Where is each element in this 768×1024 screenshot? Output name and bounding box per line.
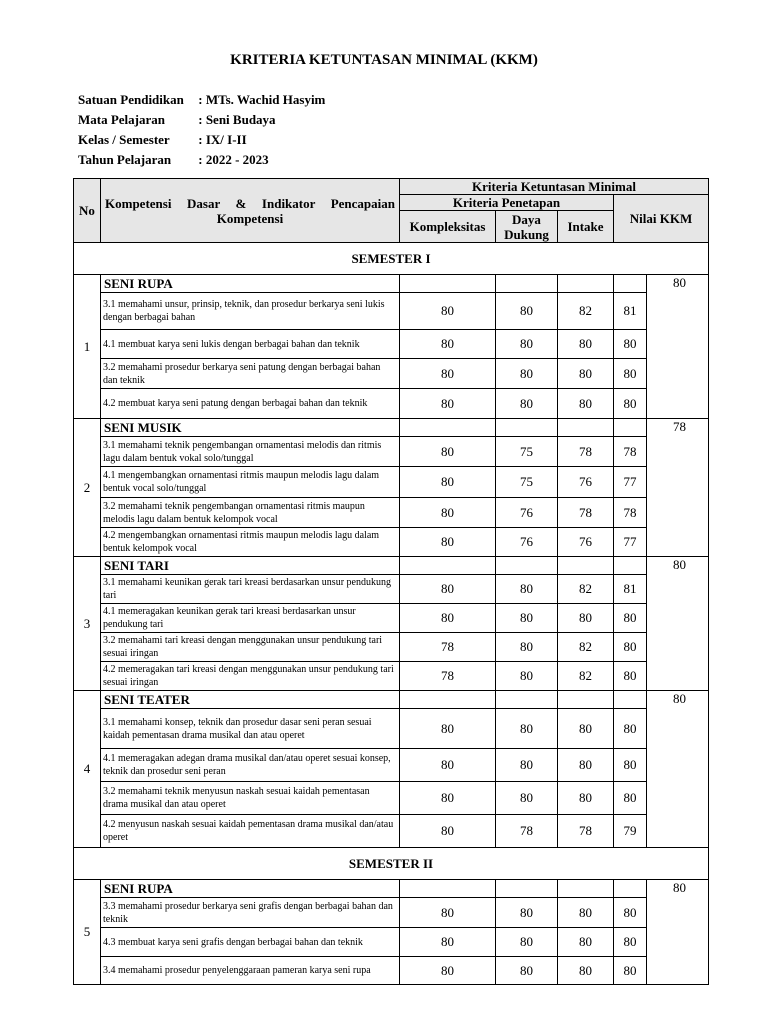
kkm-table (73, 178, 709, 985)
indicator-row (74, 749, 709, 782)
indicator-row (74, 467, 709, 498)
meta-mata-pelajaran: Mata Pelajaran : Seni Budaya (78, 112, 276, 127)
empty-cell (614, 275, 647, 293)
intake-value: 82 (558, 662, 614, 691)
empty-cell (558, 880, 614, 898)
group-number: 1 (74, 275, 101, 419)
subject-name: SENI TEATER (101, 691, 400, 709)
intake-value: 80 (558, 389, 614, 419)
indicator-text: 3.1 memahami keunikan gerak tari kreasi berdasarkan unsur pendukung tari (101, 575, 400, 604)
header-no: No (74, 179, 101, 243)
daya-dukung-value: 80 (496, 749, 558, 782)
kompleksitas-value: 80 (400, 330, 496, 359)
meta-satuan-pendidikan: Satuan Pendidikan : MTs. Wachid Hasyim (78, 92, 326, 107)
nilai-value: 81 (614, 575, 647, 604)
intake-value: 80 (558, 782, 614, 815)
kompleksitas-value: 80 (400, 709, 496, 749)
indicator-row (74, 389, 709, 419)
semester-row (74, 243, 709, 275)
daya-dukung-value: 80 (496, 359, 558, 389)
subject-row (74, 691, 709, 709)
nilai-value: 80 (614, 898, 647, 928)
empty-cell (496, 880, 558, 898)
indicator-text: 4.1 membuat karya seni lukis dengan berbagai bahan dan teknik (101, 330, 400, 359)
kompleksitas-value: 78 (400, 633, 496, 662)
empty-cell (400, 557, 496, 575)
subject-row (74, 557, 709, 575)
indicator-text: 3.3 memahami prosedur berkarya seni grafis dengan berbagai bahan dan teknik (101, 898, 400, 928)
indicator-text: 4.1 mengembangkan ornamentasi ritmis maupun melodis lagu dalam bentuk vocal solo/tunggal (101, 467, 400, 498)
daya-dukung-value: 80 (496, 782, 558, 815)
indicator-row (74, 604, 709, 633)
indicator-row (74, 662, 709, 691)
subject-row (74, 275, 709, 293)
nilai-value: 80 (614, 957, 647, 985)
indicator-text: 3.1 memahami unsur, prinsip, teknik, dan prosedur berkarya seni lukis dengan berbagai bahan (101, 293, 400, 330)
empty-cell (400, 691, 496, 709)
daya-dukung-value: 76 (496, 528, 558, 557)
nilai-value: 80 (614, 604, 647, 633)
indicator-text: 3.2 memahami tari kreasi dengan menggunakan unsur pendukung tari sesuai iringan (101, 633, 400, 662)
intake-value: 80 (558, 928, 614, 957)
nilai-value: 80 (614, 389, 647, 419)
indicator-text: 4.2 menyusun naskah sesuai kaidah pementasan drama musikal dan/atau operet (101, 815, 400, 848)
nilai-value: 80 (614, 928, 647, 957)
empty-cell (614, 691, 647, 709)
daya-dukung-value: 80 (496, 928, 558, 957)
subject-name: SENI RUPA (101, 880, 400, 898)
empty-cell (496, 275, 558, 293)
daya-dukung-value: 75 (496, 467, 558, 498)
group-number: 4 (74, 691, 101, 848)
empty-cell (558, 275, 614, 293)
indicator-row (74, 709, 709, 749)
group-number: 2 (74, 419, 101, 557)
daya-dukung-value: 80 (496, 604, 558, 633)
empty-cell (400, 275, 496, 293)
indicator-text: 3.1 memahami konsep, teknik dan prosedur dasar seni peran sesuai kaidah pementasan drama musikal dan atau operet (101, 709, 400, 749)
empty-cell (614, 880, 647, 898)
header-kompetensi-dasar: Kompetensi Dasar & Indikator Pencapaian Kompetensi (101, 179, 400, 243)
indicator-row (74, 815, 709, 848)
nilai-value: 80 (614, 330, 647, 359)
subject-name: SENI RUPA (101, 275, 400, 293)
daya-dukung-value: 80 (496, 633, 558, 662)
empty-cell (614, 419, 647, 437)
nilai-value: 80 (614, 662, 647, 691)
indicator-row (74, 498, 709, 528)
subject-row (74, 419, 709, 437)
indicator-text: 3.2 memahami teknik menyusun naskah sesuai kaidah pementasan drama musikal dan atau operet (101, 782, 400, 815)
indicator-text: 3.2 memahami teknik pengembangan ornamentasi ritmis maupun melodis lagu dalam bentuk kelompok vocal (101, 498, 400, 528)
nilai-value: 78 (614, 498, 647, 528)
subject-nilai-kkm: 80 (647, 275, 709, 419)
intake-value: 82 (558, 575, 614, 604)
indicator-row (74, 898, 709, 928)
empty-cell (496, 691, 558, 709)
nilai-value: 78 (614, 437, 647, 467)
header-daya-dukung: Daya Dukung (496, 211, 558, 243)
indicator-text: 4.2 membuat karya seni patung dengan berbagai bahan dan teknik (101, 389, 400, 419)
nilai-value: 80 (614, 782, 647, 815)
kompleksitas-value: 80 (400, 528, 496, 557)
kompleksitas-value: 80 (400, 293, 496, 330)
empty-cell (400, 419, 496, 437)
daya-dukung-value: 80 (496, 957, 558, 985)
daya-dukung-value: 80 (496, 662, 558, 691)
nilai-value: 79 (614, 815, 647, 848)
kompleksitas-value: 80 (400, 782, 496, 815)
daya-dukung-value: 80 (496, 330, 558, 359)
kompleksitas-value: 78 (400, 662, 496, 691)
intake-value: 78 (558, 437, 614, 467)
daya-dukung-value: 80 (496, 898, 558, 928)
header-intake: Intake (558, 211, 614, 243)
document-meta (78, 90, 325, 170)
indicator-row (74, 782, 709, 815)
indicator-row (74, 359, 709, 389)
header-kompleksitas: Kompleksitas (400, 211, 496, 243)
subject-row (74, 880, 709, 898)
header-kriteria-penetapan: Kriteria Penetapan (400, 195, 614, 211)
nilai-value: 80 (614, 749, 647, 782)
intake-value: 78 (558, 815, 614, 848)
empty-cell (558, 557, 614, 575)
indicator-row (74, 528, 709, 557)
intake-value: 82 (558, 293, 614, 330)
indicator-row (74, 437, 709, 467)
kompleksitas-value: 80 (400, 815, 496, 848)
nilai-value: 80 (614, 359, 647, 389)
kompleksitas-value: 80 (400, 359, 496, 389)
subject-name: SENI MUSIK (101, 419, 400, 437)
indicator-text: 3.4 memahami prosedur penyelenggaraan pameran karya seni rupa (101, 957, 400, 985)
semester-label: SEMESTER II (74, 848, 709, 880)
empty-cell (400, 880, 496, 898)
subject-nilai-kkm: 80 (647, 880, 709, 985)
daya-dukung-value: 75 (496, 437, 558, 467)
kompleksitas-value: 80 (400, 498, 496, 528)
indicator-text: 4.2 mengembangkan ornamentasi ritmis maupun melodis lagu dalam bentuk kelompok vocal (101, 528, 400, 557)
subject-nilai-kkm: 78 (647, 419, 709, 557)
indicator-row (74, 293, 709, 330)
kompleksitas-value: 80 (400, 575, 496, 604)
indicator-text: 4.2 memeragakan tari kreasi dengan menggunakan unsur pendukung tari sesuai iringan (101, 662, 400, 691)
kompleksitas-value: 80 (400, 389, 496, 419)
kompleksitas-value: 80 (400, 437, 496, 467)
intake-value: 80 (558, 330, 614, 359)
empty-cell (614, 557, 647, 575)
daya-dukung-value: 80 (496, 293, 558, 330)
kkm-body (74, 243, 709, 985)
intake-value: 80 (558, 898, 614, 928)
indicator-row (74, 928, 709, 957)
indicator-row (74, 575, 709, 604)
header-kkm-group: Kriteria Ketuntasan Minimal (400, 179, 709, 195)
intake-value: 80 (558, 359, 614, 389)
intake-value: 76 (558, 528, 614, 557)
indicator-text: 4.1 memeragakan adegan drama musikal dan/atau operet sesuai konsep, teknik dan prosedur seni peran (101, 749, 400, 782)
indicator-text: 3.1 memahami teknik pengembangan ornamentasi melodis dan ritmis lagu dalam bentuk vokal solo/tunggal (101, 437, 400, 467)
kompleksitas-value: 80 (400, 604, 496, 633)
kompleksitas-value: 80 (400, 957, 496, 985)
header-nilai-kkm: Nilai KKM (614, 195, 709, 243)
semester-row (74, 848, 709, 880)
intake-value: 78 (558, 498, 614, 528)
indicator-text: 3.2 memahami prosedur berkarya seni patung dengan berbagai bahan dan teknik (101, 359, 400, 389)
nilai-value: 77 (614, 467, 647, 498)
kompleksitas-value: 80 (400, 467, 496, 498)
daya-dukung-value: 78 (496, 815, 558, 848)
indicator-row (74, 330, 709, 359)
empty-cell (496, 419, 558, 437)
intake-value: 80 (558, 604, 614, 633)
semester-label: SEMESTER I (74, 243, 709, 275)
intake-value: 82 (558, 633, 614, 662)
page-title: KRITERIA KETUNTASAN MINIMAL (KKM) (230, 52, 538, 68)
indicator-text: 4.3 membuat karya seni grafis dengan berbagai bahan dan teknik (101, 928, 400, 957)
group-number: 3 (74, 557, 101, 691)
group-number: 5 (74, 880, 101, 985)
nilai-value: 80 (614, 709, 647, 749)
meta-tahun-pelajaran: Tahun Pelajaran : 2022 - 2023 (78, 152, 269, 167)
intake-value: 80 (558, 709, 614, 749)
indicator-row (74, 633, 709, 662)
nilai-value: 77 (614, 528, 647, 557)
daya-dukung-value: 80 (496, 575, 558, 604)
empty-cell (558, 691, 614, 709)
nilai-value: 80 (614, 633, 647, 662)
intake-value: 76 (558, 467, 614, 498)
intake-value: 80 (558, 957, 614, 985)
nilai-value: 81 (614, 293, 647, 330)
daya-dukung-value: 80 (496, 709, 558, 749)
subject-nilai-kkm: 80 (647, 691, 709, 848)
subject-nilai-kkm: 80 (647, 557, 709, 691)
indicator-text: 4.1 memeragakan keunikan gerak tari kreasi berdasarkan unsur pendukung tari (101, 604, 400, 633)
empty-cell (558, 419, 614, 437)
meta-kelas-semester: Kelas / Semester : IX/ I-II (78, 132, 247, 147)
daya-dukung-value: 80 (496, 389, 558, 419)
kompleksitas-value: 80 (400, 898, 496, 928)
empty-cell (496, 557, 558, 575)
intake-value: 80 (558, 749, 614, 782)
indicator-row (74, 957, 709, 985)
daya-dukung-value: 76 (496, 498, 558, 528)
kompleksitas-value: 80 (400, 749, 496, 782)
subject-name: SENI TARI (101, 557, 400, 575)
kompleksitas-value: 80 (400, 928, 496, 957)
